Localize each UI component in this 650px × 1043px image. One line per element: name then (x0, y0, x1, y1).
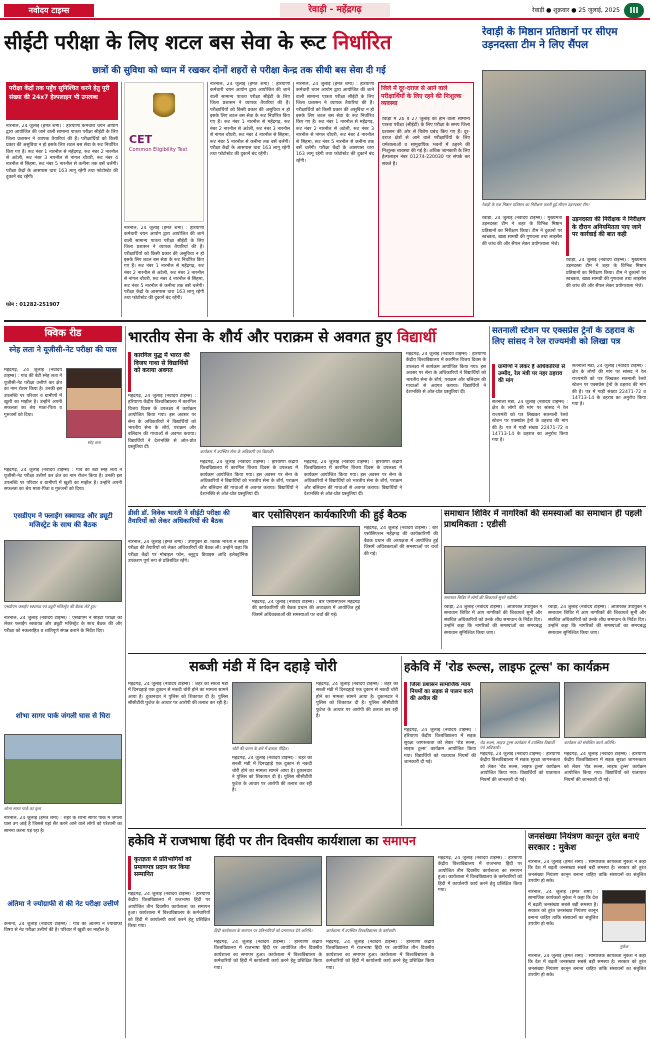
quick-read-item1-title: स्नेह लता ने यूजीसी-नेट परीक्षा की पास (9, 345, 117, 354)
hindi-photo-1 (214, 856, 322, 926)
cet-logo-subtitle: Common Eligibility Test (129, 147, 188, 153)
railway-sub (492, 364, 568, 398)
right-top-body-col2: रेवाड़ी, 24 जुलाई (नवोदय टाइम्स) : मुख्यमंत्री उड़नदस्ता टीम ने शहर के विभिन्न मिष्ठान प्रतिष्ठानों का निरीक्षण किया। टीम ने दुकानों पर स्वच्छता, खाद्य सामग्री की गुणवत्ता तथा लाइसेंस की जांच की और सैंपल लेकर प्रयोगशाला भेजे। (566, 258, 646, 289)
masthead (0, 0, 650, 20)
lead-headline-part1: सीईटी परीक्षा के लिए शटल बस सेवा के रूट (4, 30, 333, 54)
hindi-caption-1: हिंदी कार्यशाला के समापन पर प्रतिभागियों को प्रमाणपत्र देते अतिथि। (214, 928, 313, 933)
right-top-caption: रेवाड़ी के एक मिष्ठान प्रतिष्ठान का निरीक्षण करती हुई सीएम उड़नदस्ता टीम। (482, 202, 590, 207)
right-top-subheadline-text: उड़नदस्ता की निरीक्षक ने निरीक्षण के दौरान अनियमितता पाए जाने पर कार्रवाई की बात कही (572, 216, 646, 238)
army-body-col4: महेंद्रगढ़, 24 जुलाई (नवोदय टाइम्स) : हरियाणा केंद्रीय विश्वविद्यालय में कारगिल विजय दिवस के उपलक्ष्य में कार्यक्रम आयोजित किया गया। इस अवसर पर सेना के अधिकारियों ने विद्यार्थियों को भारतीय सेना के शौर्य, पराक्रम और बलिदान की गाथाओं से अवगत कराया। विद्यार्थियों ने देशभक्ति से ओत-प्रोत प्रस्तुतियां दीं। (406, 352, 486, 396)
quick-read-item4-body: कनीना, 24 जुलाई (नवोदय टाइम्स) : गांव की अंतिमा ने ज्योग्राफी विषय से नेट परीक्षा उत्तीर्ण की है। परिवार में खुशी का माहौल है। (4, 922, 122, 934)
hindi-side-headline-text: कृतज्ञता से प्रतिभागियों को प्रमाणपत्र प्रदान कर किया सम्मानित (134, 856, 192, 878)
quick-read-item3-body: नारनौल, 24 जुलाई (हेमंत शर्मा) : शहर के शोभा सागर पार्क में जंगली घास उग आई है जिससे यहां सैर करने आने वाले लोगों को परेशानी का सामना करना पड़ रहा है। (4, 816, 122, 834)
district-headline: जिले में दूर-दराज से आने वाले परीक्षार्थियों के लिए रहने की निःशुल्क व्यवस्था (381, 85, 462, 107)
road-body-col3: महेंद्रगढ़, 24 जुलाई (नवोदय टाइम्स) : हरियाणा केंद्रीय विश्वविद्यालय में सड़क सुरक्षा जागरूकता को लेकर 'रोड रूल्स, लाइफ टूल्स' कार्यक्रम आयोजित किया गया। विद्यार्थियों को यातायात नियमों की जानकारी दी गई। (564, 752, 646, 783)
theft-caption: चोरी की घटना के बारे में बताता पीड़ित। (232, 746, 289, 751)
theft-photo (232, 682, 312, 744)
hindi-headline-part1: हकेवि में राजभाषा हिंदी पर तीन दिवसीय कार्यशाला का (128, 833, 383, 848)
army-headline-part1: भारतीय सेना के शौर्य और पराक्रम से अवगत हुए (128, 328, 398, 346)
sdm-meeting-photo (4, 540, 122, 602)
road-caption-1: रोड रूल्स, लाइफ टूल्स कार्यक्रम में उपस्थित विद्यार्थी एवं अधिकारी। (480, 740, 555, 750)
road-side-headline-text: जिला प्रशासन सामाजिक न्याय नियमों का सड़क से पालन करने की अपील की (410, 682, 474, 702)
quick-read-item2-title: एसडीएम ने फ्लाईंग स्क्वायड और ड्यूटी मजिस्ट्रेट के साथ की बैठक (13, 512, 113, 529)
army-sidebar-headline (128, 352, 196, 392)
right-top-subheadline (566, 216, 646, 256)
right-top-headline: रेवाड़ी के मिष्ठान प्रतिष्ठानों पर सीएम उड़नदस्ता टीम ने लिए सैंपल (482, 26, 618, 51)
lead-headline-part2: निर्धारित (332, 30, 392, 54)
hindi-headline (128, 830, 518, 852)
railway-body-col1: सतनाली मंडी, 24 जुलाई (नवोदय टाइम्स) : क्षेत्र के लोगों की मांग पर सांसद ने रेल राज्यमंत्री को पत्र लिखकर सतनाली रेलवे स्टेशन पर एक्सप्रेस ट्रेनों के ठहराव की मांग की है। पत्र में गाड़ी संख्या 22471-72 व 14713-14 के ठहराव का अनुरोध किया गया है। (492, 400, 568, 444)
bar-assoc-headline: बार एसोसिएशन कार्यकारिणी की हुई बैठक (252, 510, 407, 521)
bar-assoc-photo (252, 526, 360, 596)
army-caption: कार्यक्रम में उपस्थित सेना के अधिकारी एवं विद्यार्थी। (200, 449, 274, 454)
army-photo (200, 352, 402, 447)
army-sidebar-headline-text: कारगिल युद्ध में भारत की विजय गाथा से विद्यार्थियों को कराया अवगत (134, 352, 190, 374)
army-body-col2: महेंद्रगढ़, 24 जुलाई (नवोदय टाइम्स) : हरियाणा केंद्रीय विश्वविद्यालय में कारगिल विजय दिवस के उपलक्ष्य में कार्यक्रम आयोजित किया गया। इस अवसर पर सेना के अधिकारियों ने विद्यार्थियों को भारतीय सेना के शौर्य, पराक्रम और बलिदान की गाथाओं से अवगत कराया। विद्यार्थियों ने देशभक्ति से ओत-प्रोत प्रस्तुतियां दीं। (200, 460, 298, 498)
lead-body-col3: नारनौल, 24 जुलाई (हेमंत शर्मा) : हरियाणा कर्मचारी चयन आयोग द्वारा आयोजित की जाने वाली सामान्य पात्रता परीक्षा सीईटी के लिए जिला प्रशासन ने व्यापक तैयारियां की हैं। परीक्षार्थियों को किसी प्रकार की असुविधा न हो इसके लिए शटल बस सेवा के रूट निर्धारित किए गए हैं। रूट नंबर 1 नारनौल से महेंद्रगढ़, रूट नंबर 2 नारनौल से अटेली, रूट नंबर 3 नारनौल से नांगल चौधरी, रूट नंबर 4 नारनौल से सिहमा, रूट नंबर 5 नारनौल से कनीना तक बसें चलेंगी। परीक्षा केंद्रों के आसपास धारा 163 लागू रहेगी तथा फोटोस्टेट की दुकानें बंद रहेंगी। (210, 82, 290, 158)
helpline-number: फोन : 01282-251907 (6, 302, 60, 308)
sdm-meeting-caption: एसडीएम फ्लाईंग स्क्वायड एवं ड्यूटी मजिस्ट्रेट की बैठक लेते हुए। (4, 604, 97, 609)
theft-headline: सब्जी मंडी में दिन दहाड़े चोरी (189, 659, 337, 675)
lead-subhead: छात्रों की सुविधा को ध्यान में रखकर दोनों शहरों से परीक्षा केन्द्र तक सीधी बस सेवा दी गई (92, 66, 386, 76)
population-body-col3: नारनौल, 24 जुलाई (हेमंत शर्मा) : सामाजिक कार्यकर्ता मुकेश ने कहा कि देश में बढ़ती जनसंख्या सबसे बड़ी समस्या है। सरकार को तुरंत जनसंख्या नियंत्रण कानून बनाना चाहिए ताकि संसाधनों का संतुलित उपयोग हो सके। (528, 954, 646, 979)
railway-headline: सतनाली स्टेशन पर एक्सप्रेस ट्रेनों के ठहराव के लिए सांसद ने रेल राज्यमंत्री को लिखा पत्र (492, 326, 635, 347)
quick-read-item3-title: शोभा सागर पार्क जंगली घास से घिरा (15, 712, 111, 720)
samadhan-headline: समाधान शिविर में नागरिकों की समस्याओं का समाधान ही पहली प्राथमिकता : एडीसी (444, 509, 643, 530)
emblem-icon (153, 93, 175, 123)
samadhan-body-col1: रेवाड़ी, 24 जुलाई (नवोदय टाइम्स) : अतिरिक्त उपायुक्त ने समाधान शिविर में आए नागरिकों की शिकायतें सुनीं और संबंधित अधिकारियों को उनके शीघ्र समाधान के निर्देश दिए। उन्होंने कहा कि नागरिकों की समस्याओं का समयबद्ध समाधान सुनिश्चित किया जाए। (444, 605, 542, 636)
lead-body-col2: नारनौल, 24 जुलाई (हेमंत शर्मा) : हरियाणा कर्मचारी चयन आयोग द्वारा आयोजित की जाने वाली सामान्य पात्रता परीक्षा सीईटी के लिए जिला प्रशासन ने व्यापक तैयारियां की हैं। परीक्षार्थियों को किसी प्रकार की असुविधा न हो इसके लिए शटल बस सेवा के रूट निर्धारित किए गए हैं। रूट नंबर 1 नारनौल से महेंद्रगढ़, रूट नंबर 2 नारनौल से अटेली, रूट नंबर 3 नारनौल से नांगल चौधरी, रूट नंबर 4 नारनौल से सिहमा, रूट नंबर 5 नारनौल से कनीना तक बसें चलेंगी। परीक्षा केंद्रों के आसपास धारा 163 लागू रहेगी तथा फोटोस्टेट की दुकानें बंद रहेंगी। (124, 226, 204, 302)
dc-meeting-body: नारनौल, 24 जुलाई (हेमंत शर्मा) : उपायुक्त डॉ. विवेक भारती ने सीईटी परीक्षा की तैयारियों को लेकर अधिकारियों की बैठक ली। उन्होंने कहा कि परीक्षा केंद्रों पर मोबाइल फोन, ब्लूटूथ डिवाइस आदि इलेक्ट्रॉनिक उपकरण पूर्ण रूप से प्रतिबंधित रहेंगे। (128, 540, 248, 565)
quick-read-item4-title: अंतिमा ने ज्योग्राफी से की नेट परीक्षा उत्तीर्ण (7, 900, 119, 908)
right-top-photo (482, 70, 646, 200)
railway-body-col2: सतनाली मंडी, 24 जुलाई (नवोदय टाइम्स) : क्षेत्र के लोगों की मांग पर सांसद ने रेल राज्यमंत्री को पत्र लिखकर सतनाली रेलवे स्टेशन पर एक्सप्रेस ट्रेनों के ठहराव की मांग की है। पत्र में गाड़ी संख्या 22471-72 व 14713-14 के ठहराव का अनुरोध किया गया है। (572, 364, 646, 408)
hindi-photo-2 (326, 856, 434, 926)
mukesh-photo (602, 890, 646, 942)
population-body-col2: नारनौल, 24 जुलाई (हेमंत शर्मा) : सामाजिक कार्यकर्ता मुकेश ने कहा कि देश में बढ़ती जनसंख्या सबसे बड़ी समस्या है। सरकार को तुरंत जनसंख्या नियंत्रण कानून बनाना चाहिए ताकि संसाधनों का संतुलित उपयोग हो सके। (528, 890, 598, 928)
dc-meeting-headline: डीसी डॉ. विवेक भारती ने सीईटी परीक्षा की तैयारियों को लेकर अधिकारियों की बैठक (128, 509, 230, 525)
bar-assoc-body-col2: महेंद्रगढ़, 24 जुलाई (नवोदय टाइम्स) : बार एसोसिएशन महेंद्रगढ़ की कार्यकारिणी की बैठक प्रधान की अध्यक्षता में आयोजित हुई जिसमें अधिवक्ताओं की समस्याओं पर चर्चा की गई। (252, 600, 360, 618)
issue-date: रेवाड़ी ● शुक्रवार ● 25 जुलाई, 2025 (532, 7, 620, 14)
paper-name: नवोदय टाइम्स (4, 4, 94, 17)
hindi-body-col1: महेंद्रगढ़, 24 जुलाई (नवोदय टाइम्स) : हरियाणा केंद्रीय विश्वविद्यालय में राजभाषा हिंदी पर आयोजित तीन दिवसीय कार्यशाला का समापन हुआ। कार्यशाला में विश्वविद्यालय के कर्मचारियों को हिंदी में कार्यालयी कार्य करने हेतु प्रशिक्षित किया गया। (128, 892, 210, 930)
cet-logo-title: CET (129, 133, 153, 146)
district-box (378, 82, 474, 317)
bar-assoc-body-col1: महेंद्रगढ़, 24 जुलाई (नवोदय टाइम्स) : बार एसोसिएशन महेंद्रगढ़ की कार्यकारिणी की बैठक प्रधान की अध्यक्षता में आयोजित हुई जिसमें अधिवक्ताओं की समस्याओं पर चर्चा की गई। (364, 526, 438, 557)
park-photo (4, 734, 122, 804)
lead-bullet: परीक्षा केंद्रों तक पहुँच सुनिश्चित करने हेतु पूरी संख्या की 24x7 हेल्पलाइन भी उपलब्ध (6, 82, 118, 120)
population-headline: जनसंख्या नियंत्रण कानून तुरंत बनाएं सरकार : मुकेश (528, 832, 640, 853)
lead-headline (4, 22, 474, 62)
road-caption-2: कार्यक्रम को संबोधित करते अतिथि। (564, 740, 616, 745)
population-body-col1: नारनौल, 24 जुलाई (हेमंत शर्मा) : सामाजिक कार्यकर्ता मुकेश ने कहा कि देश में बढ़ती जनसंख्या सबसे बड़ी समस्या है। सरकार को तुरंत जनसंख्या नियंत्रण कानून बनाना चाहिए ताकि संसाधनों का संतुलित उपयोग हो सके। (528, 860, 646, 885)
hindi-caption-2: कार्यशाला में उपस्थित विश्वविद्यालय के कर्मचारी। (326, 928, 396, 933)
quick-read-item1-body: महेंद्रगढ़, 24 जुलाई (नवोदय टाइम्स) : गांव की बेटी स्नेह लता ने यूजीसी-नेट परीक्षा उत्तीर्ण कर क्षेत्र का नाम रोशन किया है। उनकी इस उपलब्धि पर परिवार व ग्रामीणों में खुशी का माहौल है। उन्होंने अपनी सफलता का श्रेय माता-पिता व गुरुजनों को दिया। (4, 368, 62, 418)
army-headline (128, 325, 486, 349)
snehlata-photo (66, 368, 122, 438)
road-photo-2 (564, 682, 646, 738)
samadhan-photo (444, 546, 646, 594)
road-headline: हकेवि में 'रोड रूल्स, लाइफ टूल्स' का कार्यक्रम (404, 660, 610, 674)
quick-read-label: क्विक रीड (4, 326, 122, 342)
road-side-headline (404, 682, 476, 726)
snehlata-caption: स्नेह लता (87, 440, 101, 445)
mukesh-caption: मुकेश (619, 944, 629, 949)
hindi-body-col4: महेंद्रगढ़, 24 जुलाई (नवोदय टाइम्स) : हरियाणा केंद्रीय विश्वविद्यालय में राजभाषा हिंदी पर आयोजित तीन दिवसीय कार्यशाला का समापन हुआ। कार्यशाला में विश्वविद्यालय के कर्मचारियों को हिंदी में कार्यालयी कार्य करने हेतु प्रशिक्षित किया गया। (438, 856, 522, 894)
edition-label: रेवाड़ी - महेंद्रगढ़ (280, 3, 390, 17)
samadhan-body-col2: रेवाड़ी, 24 जुलाई (नवोदय टाइम्स) : अतिरिक्त उपायुक्त ने समाधान शिविर में आए नागरिकों की शिकायतें सुनीं और संबंधित अधिकारियों को उनके शीघ्र समाधान के निर्देश दिए। उन्होंने कहा कि नागरिकों की समस्याओं का समयबद्ध समाधान सुनिश्चित किया जाए। (548, 605, 646, 636)
theft-body-col1: महेंद्रगढ़, 24 जुलाई (नवोदय टाइम्स) : शहर की सब्जी मंडी में दिनदहाड़े एक दुकान से नकदी चोरी होने का मामला सामने आया है। दुकानदार ने पुलिस को शिकायत दी है। पुलिस सीसीटीवी फुटेज के आधार पर आरोपी की तलाश कर रही है। (128, 682, 228, 707)
cet-logo-box (124, 82, 204, 222)
hindi-headline-part2: समापन (382, 833, 416, 848)
army-body-col3: महेंद्रगढ़, 24 जुलाई (नवोदय टाइम्स) : हरियाणा केंद्रीय विश्वविद्यालय में कारगिल विजय दिवस के उपलक्ष्य में कार्यक्रम आयोजित किया गया। इस अवसर पर सेना के अधिकारियों ने विद्यार्थियों को भारतीय सेना के शौर्य, पराक्रम और बलिदान की गाथाओं से अवगत कराया। विद्यार्थियों ने देशभक्ति से ओत-प्रोत प्रस्तुतियां दीं। (304, 460, 402, 498)
page-number: III (624, 3, 644, 18)
hindi-side-headline (128, 856, 210, 890)
district-body: रेवाड़ी में 26 व 27 जुलाई को होने वाली सामान्य पात्रता परीक्षा (सीईटी) के लिए परीक्षा के समय जिला प्रशासन की ओर से विशेष प्रबंध किए गए हैं। दूर-दराज क्षेत्रों से आने वाले परीक्षार्थियों के लिए धर्मशालाओं व सामुदायिक भवनों में ठहरने की निःशुल्क व्यवस्था की गई है। अधिक जानकारी के लिए हेल्पलाइन नंबर 01274-220030 पर संपर्क कर सकते हैं। (382, 117, 470, 167)
theft-body-col3: महेंद्रगढ़, 24 जुलाई (नवोदय टाइम्स) : शहर की सब्जी मंडी में दिनदहाड़े एक दुकान से नकदी चोरी होने का मामला सामने आया है। दुकानदार ने पुलिस को शिकायत दी है। पुलिस सीसीटीवी फुटेज के आधार पर आरोपी की तलाश कर रही है। (316, 682, 398, 720)
quick-read-item1-body-b: महेंद्रगढ़, 24 जुलाई (नवोदय टाइम्स) : गांव की बेटी स्नेह लता ने यूजीसी-नेट परीक्षा उत्तीर्ण कर क्षेत्र का नाम रोशन किया है। उनकी इस उपलब्धि पर परिवार व ग्रामीणों में खुशी का माहौल है। उन्होंने अपनी सफलता का श्रेय माता-पिता व गुरुजनों को दिया। (4, 468, 122, 493)
road-body-col2: महेंद्रगढ़, 24 जुलाई (नवोदय टाइम्स) : हरियाणा केंद्रीय विश्वविद्यालय में सड़क सुरक्षा जागरूकता को लेकर 'रोड रूल्स, लाइफ टूल्स' कार्यक्रम आयोजित किया गया। विद्यार्थियों को यातायात नियमों की जानकारी दी गई। (480, 752, 560, 783)
hindi-body-col3: महेंद्रगढ़, 24 जुलाई (नवोदय टाइम्स) : हरियाणा केंद्रीय विश्वविद्यालय में राजभाषा हिंदी पर आयोजित तीन दिवसीय कार्यशाला का समापन हुआ। कार्यशाला में विश्वविद्यालय के कर्मचारियों को हिंदी में कार्यालयी कार्य करने हेतु प्रशिक्षित किया गया। (326, 940, 434, 971)
lead-body-col4: नारनौल, 24 जुलाई (हेमंत शर्मा) : हरियाणा कर्मचारी चयन आयोग द्वारा आयोजित की जाने वाली सामान्य पात्रता परीक्षा सीईटी के लिए जिला प्रशासन ने व्यापक तैयारियां की हैं। परीक्षार्थियों को किसी प्रकार की असुविधा न हो इसके लिए शटल बस सेवा के रूट निर्धारित किए गए हैं। रूट नंबर 1 नारनौल से महेंद्रगढ़, रूट नंबर 2 नारनौल से अटेली, रूट नंबर 3 नारनौल से नांगल चौधरी, रूट नंबर 4 नारनौल से सिहमा, रूट नंबर 5 नारनौल से कनीना तक बसें चलेंगी। परीक्षा केंद्रों के आसपास धारा 163 लागू रहेगी तथा फोटोस्टेट की दुकानें बंद रहेंगी। (296, 82, 374, 164)
road-body-col1: महेंद्रगढ़, 24 जुलाई (नवोदय टाइम्स) : हरियाणा केंद्रीय विश्वविद्यालय में सड़क सुरक्षा जागरूकता को लेकर 'रोड रूल्स, लाइफ टूल्स' कार्यक्रम आयोजित किया गया। विद्यार्थियों को यातायात नियमों की जानकारी दी गई। (404, 728, 476, 766)
samadhan-caption: समाधान शिविर में लोगों की शिकायतें सुनते एडीसी। (444, 595, 518, 600)
railway-sub-text: ग्रामीणों ने लेकर हैं अधिकारियों से उम्मीद, रेल मंत्री पर नहर ठहराव की मांग (498, 364, 566, 384)
district-strip (296, 82, 476, 83)
hindi-body-col2: महेंद्रगढ़, 24 जुलाई (नवोदय टाइम्स) : हरियाणा केंद्रीय विश्वविद्यालय में राजभाषा हिंदी पर आयोजित तीन दिवसीय कार्यशाला का समापन हुआ। कार्यशाला में विश्वविद्यालय के कर्मचारियों को हिंदी में कार्यालयी कार्य करने हेतु प्रशिक्षित किया गया। (214, 940, 322, 971)
right-top-body: रेवाड़ी, 24 जुलाई (नवोदय टाइम्स) : मुख्यमंत्री उड़नदस्ता टीम ने शहर के विभिन्न मिष्ठान प्रतिष्ठानों का निरीक्षण किया। टीम ने दुकानों पर स्वच्छता, खाद्य सामग्री की गुणवत्ता तथा लाइसेंस की जांच की और सैंपल लेकर प्रयोगशाला भेजे। (482, 216, 562, 247)
army-headline-part2: विद्यार्थी (397, 328, 437, 346)
lead-body-col1: नारनौल, 24 जुलाई (हेमंत शर्मा) : हरियाणा कर्मचारी चयन आयोग द्वारा आयोजित की जाने वाली सामान्य पात्रता परीक्षा सीईटी के लिए जिला प्रशासन ने व्यापक तैयारियां की हैं। परीक्षार्थियों को किसी प्रकार की असुविधा न हो इसके लिए शटल बस सेवा के रूट निर्धारित किए गए हैं। रूट नंबर 1 नारनौल से महेंद्रगढ़, रूट नंबर 2 नारनौल से अटेली, रूट नंबर 3 नारनौल से नांगल चौधरी, रूट नंबर 4 नारनौल से सिहमा, रूट नंबर 5 नारनौल से कनीना तक बसें चलेंगी। परीक्षा केंद्रों के आसपास धारा 163 लागू रहेगी तथा फोटोस्टेट की दुकानें बंद रहेंगी। (6, 124, 118, 181)
army-body-col1: महेंद्रगढ़, 24 जुलाई (नवोदय टाइम्स) : हरियाणा केंद्रीय विश्वविद्यालय में कारगिल विजय दिवस के उपलक्ष्य में कार्यक्रम आयोजित किया गया। इस अवसर पर सेना के अधिकारियों ने विद्यार्थियों को भारतीय सेना के शौर्य, पराक्रम और बलिदान की गाथाओं से अवगत कराया। विद्यार्थियों ने देशभक्ति से ओत-प्रोत प्रस्तुतियां दीं। (128, 394, 196, 451)
park-caption: शोभा सागर पार्क का दृश्य (4, 806, 41, 811)
quick-read-item2-body: नारनौल, 24 जुलाई (नवोदय टाइम्स) : एसडीएम ने सीईटी परीक्षा को लेकर फ्लाईंग स्क्वायड और ड्यूटी मजिस्ट्रेट के साथ बैठक की और परीक्षा को नकलरहित व शांतिपूर्ण संपन्न कराने के निर्देश दिए। (4, 616, 122, 634)
road-photo-1 (480, 682, 560, 738)
theft-body-col2: महेंद्रगढ़, 24 जुलाई (नवोदय टाइम्स) : शहर की सब्जी मंडी में दिनदहाड़े एक दुकान से नकदी चोरी होने का मामला सामने आया है। दुकानदार ने पुलिस को शिकायत दी है। पुलिस सीसीटीवी फुटेज के आधार पर आरोपी की तलाश कर रही है। (232, 756, 312, 794)
